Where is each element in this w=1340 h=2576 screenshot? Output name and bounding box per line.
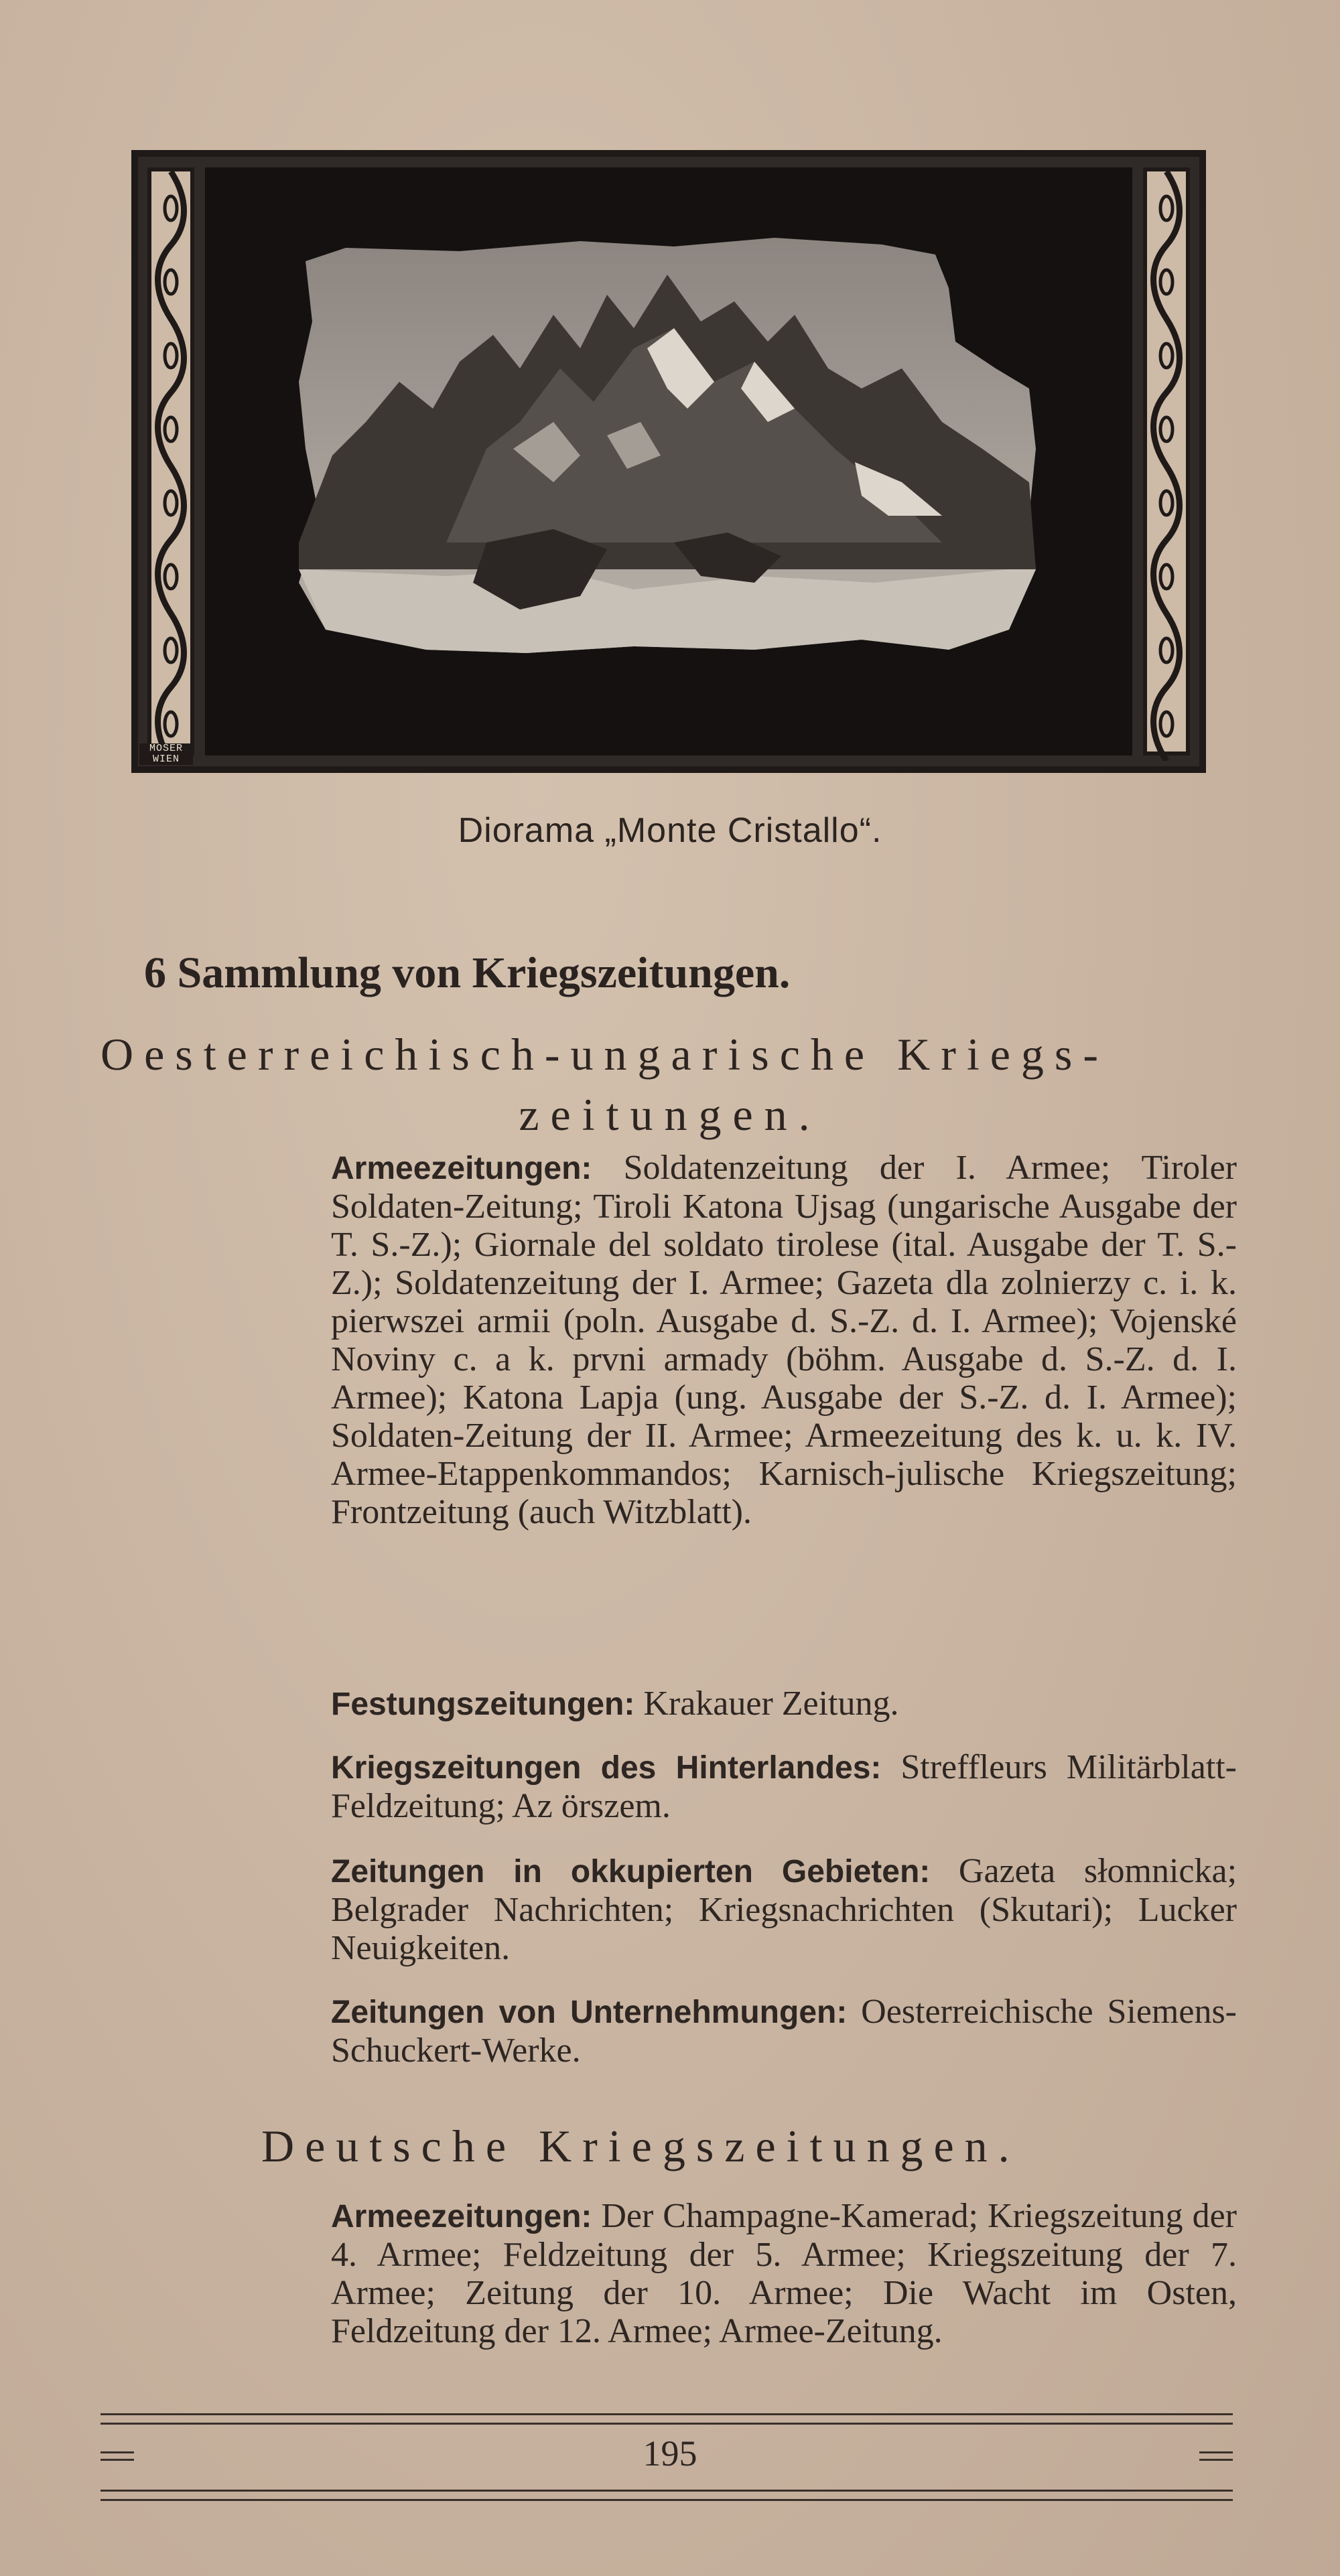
entry-label: Zeitungen in okkupierten Gebieten: — [331, 1854, 931, 1889]
entry-text: Soldatenzeitung der I. Armee; Tiroler Soldaten-Zeitung; Tiroli Katona Ujsag (ungarische Ausgabe der T. S.-Z.); Giornale del soldato tirolese (ital. Ausgabe der T. S.-Z.); Soldatenzeitung der I. Armee; Gazeta dla zolnierzy c. i. k. pierwszei armii (poln. Ausgabe d. S.-Z. d. I. Armee); Vojenské Noviny c. a k. prvni armady (böhm. Ausgabe d. S.-Z. d. I. Armee); Katona Lapja (ung. Ausgabe der S.-Z. d. I. Armee); Soldaten-Zeitung der II. Armee; Armeezeitung des k. u. k. IV. Armee-Etappenkommandos; Karnisch-julische Kriegszeitung; Frontzeitung (auch Witzblatt). — [331, 1149, 1237, 1531]
diorama-illustration — [131, 150, 1206, 773]
artist-mark-line2: WIEN — [152, 754, 180, 765]
footer-ornament-right — [1199, 2451, 1233, 2461]
footer-rule — [100, 2499, 1233, 2501]
entry-text: Gazeta słomnicka; Belgrader Nachrichten; Kriegsnachrichten (Skutari); Lucker Neuigkeiten. — [331, 1852, 1237, 1967]
entry-okkupierte-gebiete — [331, 1852, 1237, 1967]
entry-text: Der Champagne-Kamerad; Kriegszeitung der 4. Armee; Feldzeitung der 5. Armee; Kriegszeitung der 7. Armee; Zeitung der 10. Armee; Die Wacht im Osten, Feldzeitung der 12. Armee; Armee-Zeitung. — [331, 2197, 1237, 2350]
entry-festungszeitungen — [331, 1685, 1237, 1723]
austro-hungarian-heading-line1: Oesterreichisch-ungarische Kriegs- — [100, 1029, 1110, 1080]
entry-unternehmungen — [331, 1993, 1237, 2070]
artist-mark-line1: MOSER — [149, 743, 183, 754]
figure-caption: Diorama „Monte Cristallo“. — [458, 811, 882, 850]
entry-label: Kriegszeitungen des Hinterlandes: — [331, 1750, 882, 1786]
entry-text: Krakauer Zeitung. — [643, 1685, 899, 1723]
entry-label: Armeezeitungen: — [331, 2199, 592, 2234]
entry-label: Armeezeitungen: — [331, 1151, 592, 1186]
mountain-photo — [205, 167, 1132, 756]
ornamental-border-left — [147, 167, 194, 756]
footer-rule — [100, 2490, 1233, 2492]
section-title: 6 Sammlung von Kriegszeitungen. — [144, 948, 791, 997]
footer-rule — [100, 2413, 1233, 2415]
footer-rule — [100, 2423, 1233, 2425]
entry-label: Zeitungen von Unternehmungen: — [331, 1995, 848, 2030]
entry-text: Streffleurs Militärblatt-Feldzeitung; Az örszem. — [331, 1748, 1237, 1825]
entry-deutsche-armeezeitungen — [331, 2197, 1237, 2350]
artist-monogram — [139, 743, 193, 765]
entry-hinterland — [331, 1748, 1237, 1825]
entry-text: Oesterreichische Siemens-Schuckert-Werke. — [331, 1993, 1237, 2070]
page-number: 195 — [643, 2433, 697, 2474]
austro-hungarian-heading-line2: zeitungen. — [519, 1089, 821, 1140]
entry-label: Festungszeitungen: — [331, 1687, 635, 1722]
entry-armeezeitungen — [331, 1149, 1237, 1531]
german-heading: Deutsche Kriegszeitungen. — [261, 2121, 1020, 2171]
ornamental-border-right — [1143, 167, 1190, 756]
